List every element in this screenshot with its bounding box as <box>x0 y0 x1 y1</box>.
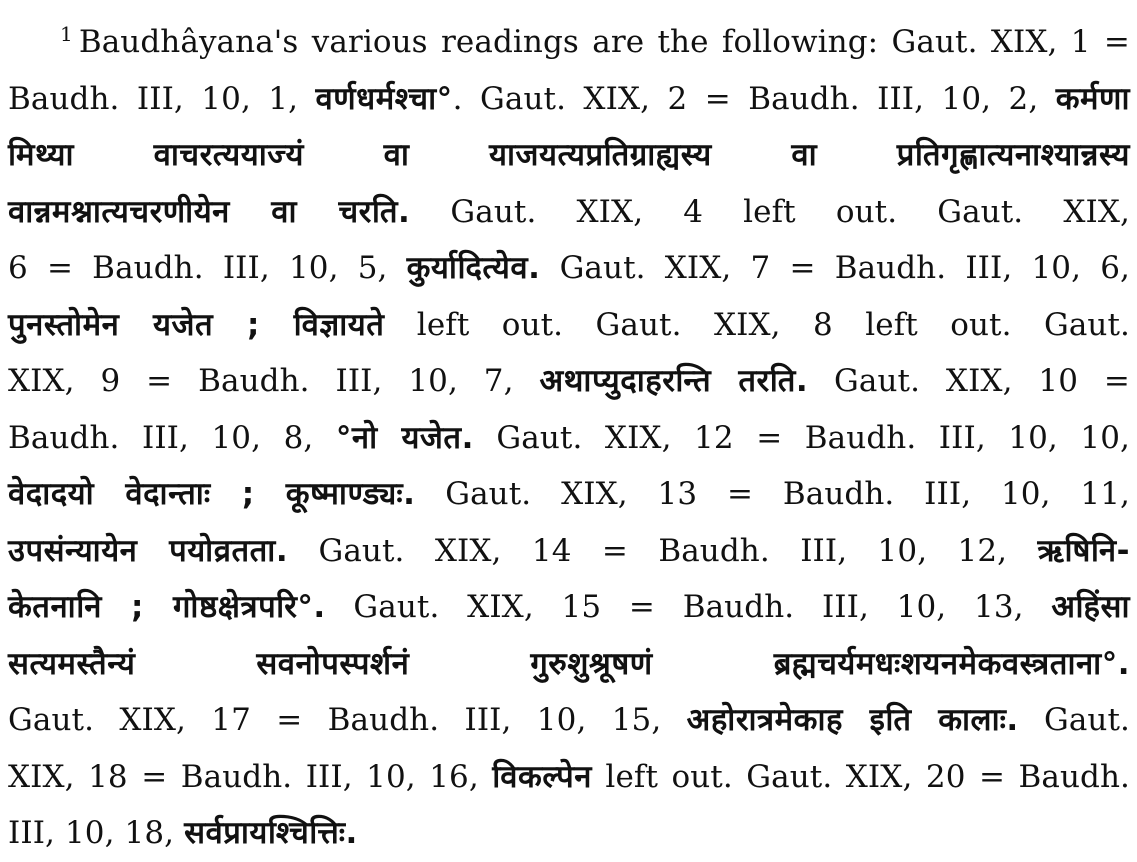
footnote <box>8 14 1130 862</box>
latin-text: XIX, 18 = Baudh. III, 10, 16, <box>8 758 493 795</box>
footnote-line <box>8 805 1130 862</box>
footnote-line <box>8 71 1130 128</box>
sanskrit-text: कर्मणा <box>1055 80 1130 117</box>
latin-text: Gaut. <box>1018 702 1130 738</box>
footnote-line <box>8 410 1130 467</box>
latin-text: Gaut. XIX, 4 left out. Gaut. XIX, <box>410 193 1130 230</box>
sanskrit-text: वान्नमश्नात्यचरणीयेन वा चरति. <box>8 193 411 230</box>
sanskrit-text: ऋषिनि- <box>1037 532 1131 569</box>
sanskrit-text: सत्यमस्तैन्यं सवनोपस्पर्शनं गुरुशुश्रूषणं ब्रह्मचर्यमधःशयनमेकवस्त्रताना°. <box>8 645 1130 682</box>
footnote-line <box>8 14 1130 71</box>
latin-text: Gaut. XIX, 13 = Baudh. III, 10, 11, <box>415 476 1130 512</box>
footnote-line <box>8 579 1130 636</box>
sanskrit-text: विकल्पेन <box>492 758 592 795</box>
latin-text: left out. Gaut. XIX, 20 = Baudh. <box>591 758 1130 795</box>
latin-text: 6 = Baudh. III, 10, 5, <box>8 250 407 286</box>
footnote-line <box>8 353 1130 410</box>
latin-text: Gaut. XIX, 10 = <box>808 363 1130 399</box>
footnote-line <box>8 466 1130 523</box>
sanskrit-text: उपसंन्यायेन पयोव्रतता. <box>8 532 289 569</box>
sanskrit-text: कुर्यादित्येव. <box>406 250 541 286</box>
sanskrit-text: सर्वप्रायश्चित्तिः. <box>184 815 358 851</box>
footnote-line <box>8 523 1130 580</box>
sanskrit-text: अथाप्युदाहरन्ति तरति. <box>539 363 809 399</box>
footnote-line <box>8 692 1130 749</box>
footnote-marker: 1 <box>60 21 73 46</box>
latin-text: Baudh. III, 10, 1, <box>8 80 316 117</box>
latin-text: XIX, 9 = Baudh. III, 10, 7, <box>8 363 540 399</box>
latin-text: III, 10, 18, <box>8 815 185 851</box>
latin-text: Gaut. XIX, 15 = Baudh. III, 10, 13, <box>325 589 1052 625</box>
footnote-line <box>8 636 1130 693</box>
footnote-line <box>8 749 1130 806</box>
sanskrit-text: अहिंसा <box>1051 589 1130 625</box>
sanskrit-text: मिथ्या वाचरत्ययाज्यं वा याजयत्यप्रतिग्राह्यस्य वा प्रतिगृह्णात्यनाश्यान्नस्य <box>8 137 1130 173</box>
footnote-line <box>8 184 1130 241</box>
latin-text: left out. Gaut. XIX, 8 left out. Gaut. <box>384 306 1130 343</box>
latin-text: Gaut. XIX, 14 = Baudh. III, 10, 12, <box>288 532 1038 569</box>
sanskrit-text: वेदादयो वेदान्ताः ; कूष्माण्ड्यः. <box>8 476 416 512</box>
latin-text: Gaut. XIX, 17 = Baudh. III, 10, 15, <box>8 702 687 738</box>
sanskrit-text: पुनस्तोमेन यजेत ; विज्ञायते <box>8 306 385 343</box>
page <box>8 14 1131 851</box>
footnote-line <box>8 240 1130 297</box>
sanskrit-text: वर्णधर्मश्चा° <box>315 80 453 117</box>
sanskrit-text: अहोरात्रमेकाह इति कालाः. <box>686 702 1019 738</box>
sanskrit-text: °नो यजेत. <box>335 419 474 456</box>
footnote-line <box>8 297 1130 354</box>
latin-text: Gaut. XIX, 7 = Baudh. III, 10, 6, <box>540 250 1130 286</box>
sanskrit-text: केतनानि ; गोष्ठक्षेत्रपरि°. <box>8 589 326 625</box>
latin-text: Gaut. XIX, 12 = Baudh. III, 10, 10, <box>473 419 1130 456</box>
footnote-line <box>8 127 1130 184</box>
latin-text: Baudh. III, 10, 8, <box>8 419 336 456</box>
latin-text: Baudhâyana's various readings are the following: Gaut. XIX, 1 = <box>78 24 1130 60</box>
latin-text: . Gaut. XIX, 2 = Baudh. III, 10, 2, <box>452 80 1056 117</box>
